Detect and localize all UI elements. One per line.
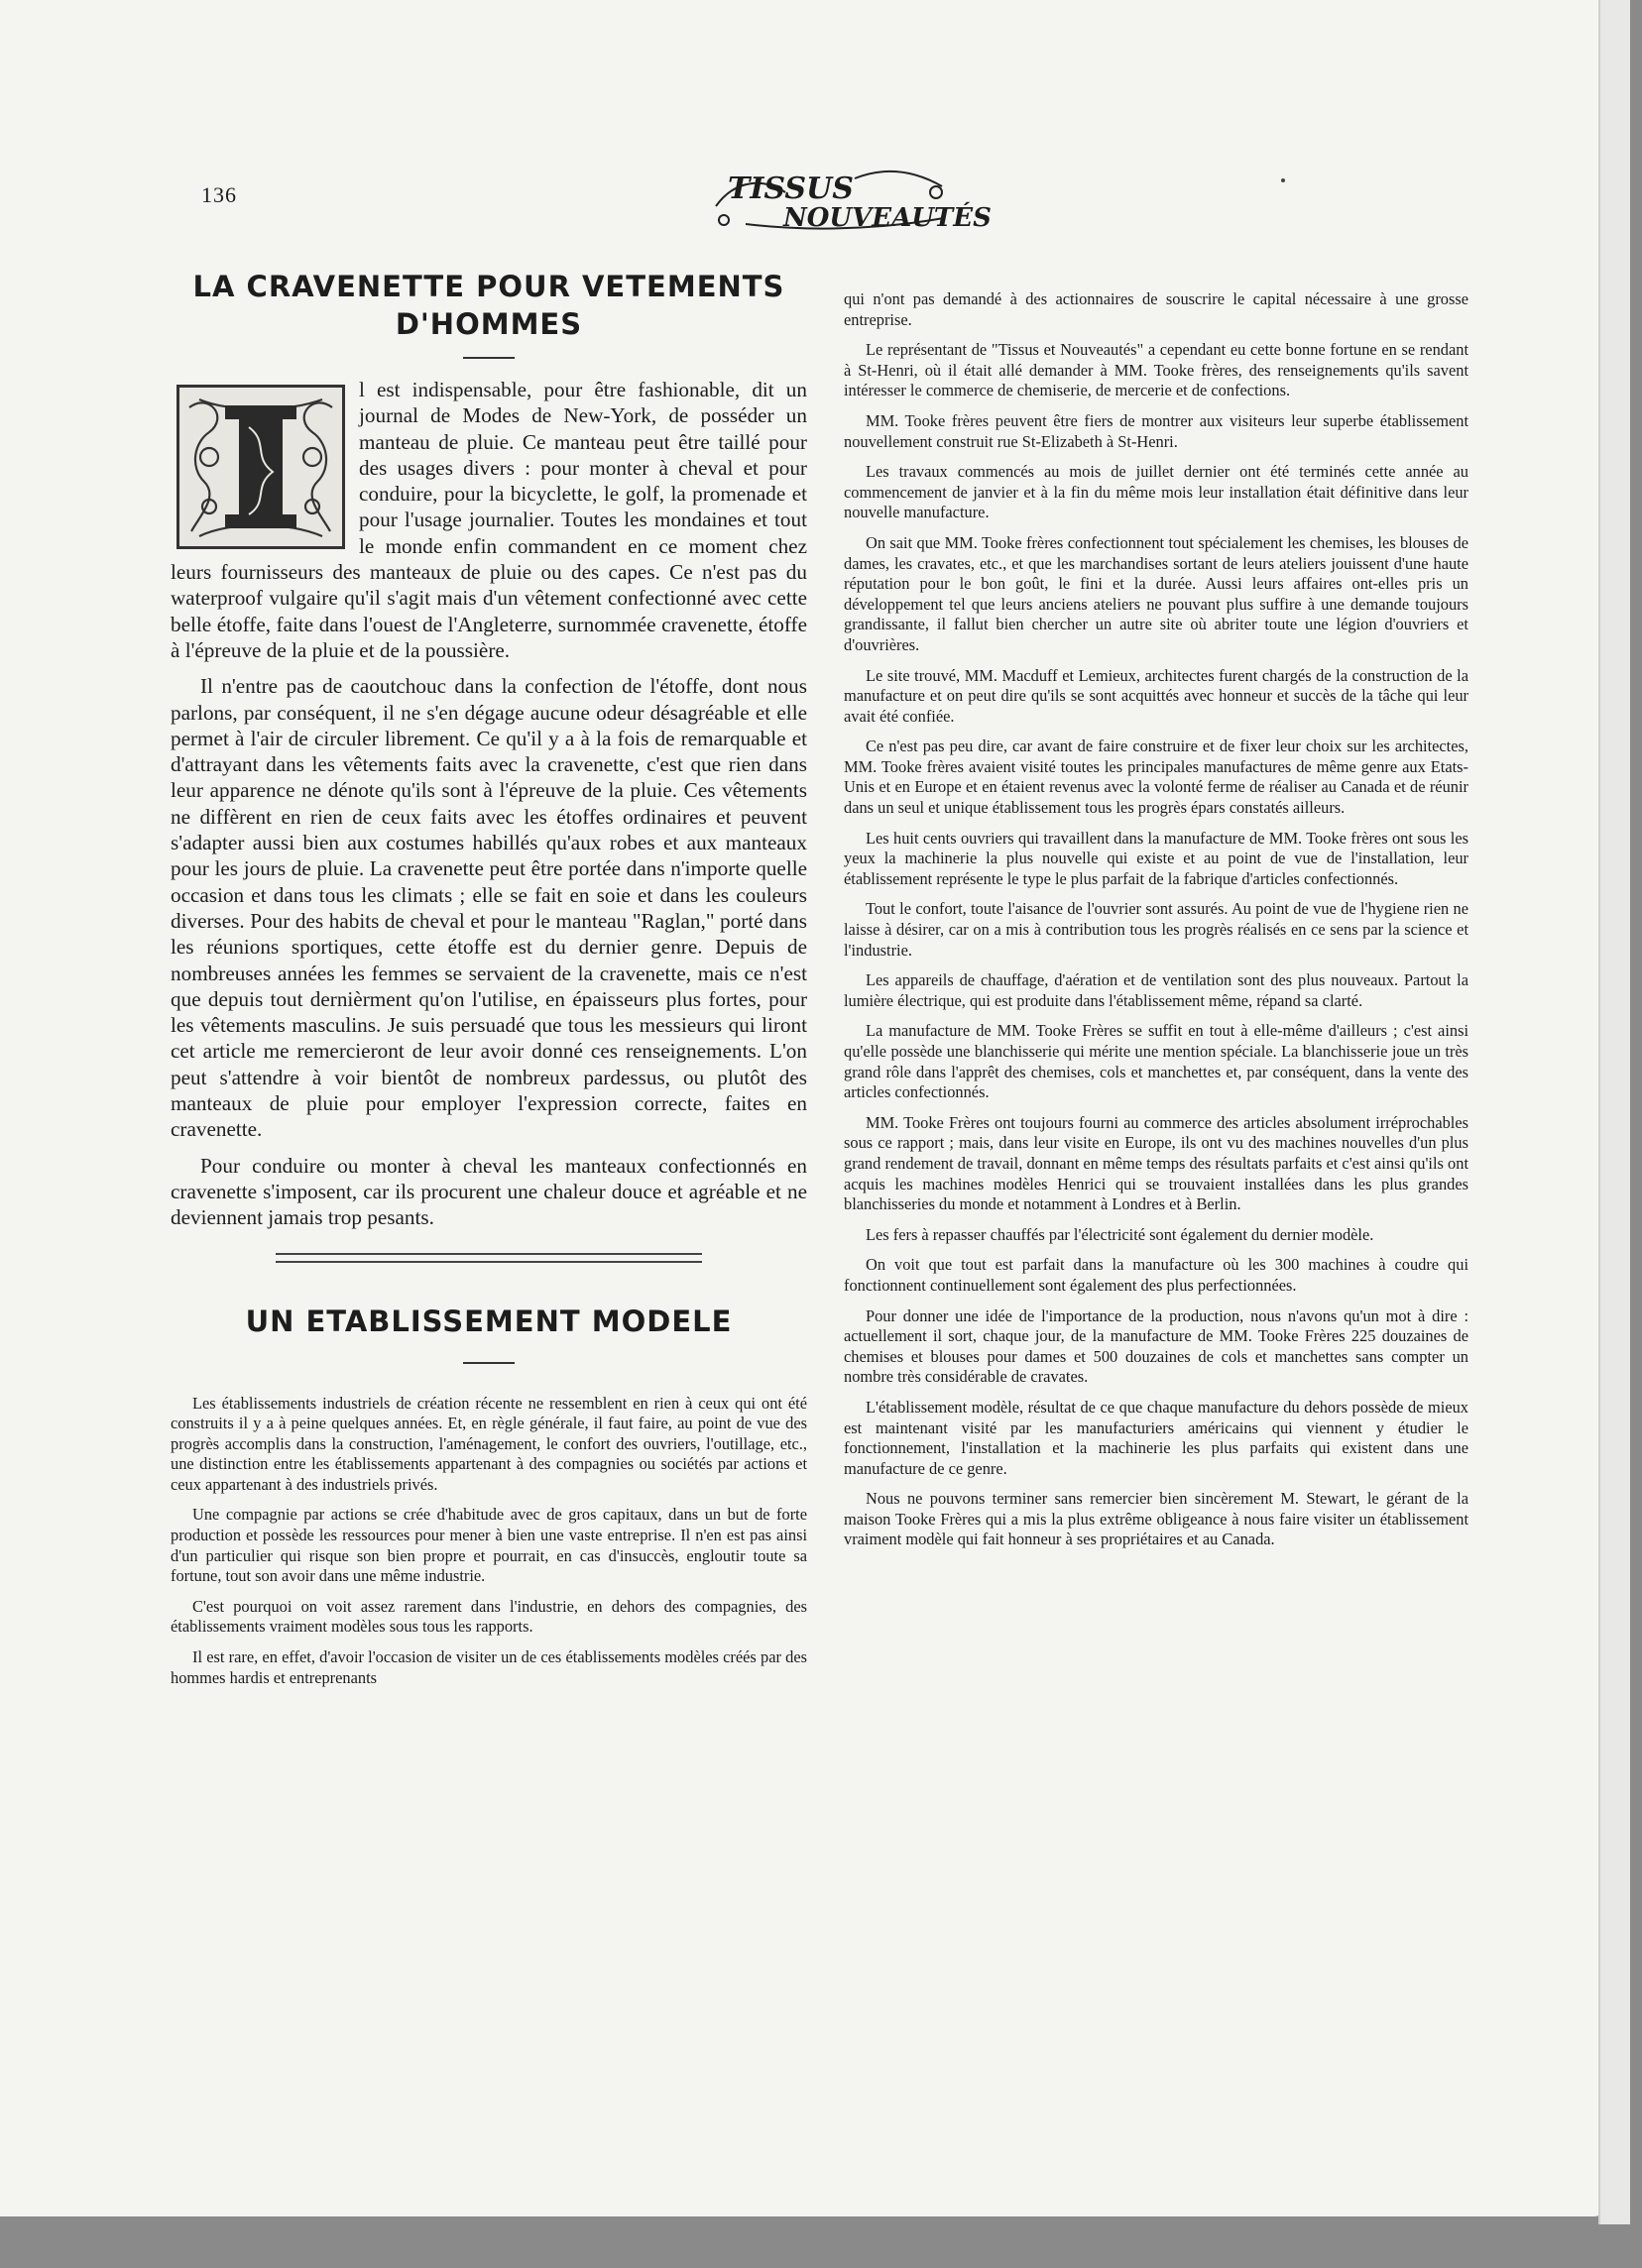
article2-continuation: qui n'ont pas demandé à des actionnaires de souscrire le capital nécessaire à une grosse entreprise. (844, 289, 1468, 329)
article2-paragraph: Les fers à repasser chauffés par l'électricité sont également du dernier modèle. (866, 1224, 1374, 1244)
article2-paragraph: On voit que tout est parfait dans la manufacture où les 300 machines à coudre qui fonctionnent continuellement sont également des plus perfectionnées. (844, 1255, 1468, 1295)
masthead-logo (706, 159, 992, 238)
article2-paragraph: Tout le confort, toute l'aisance de l'ouvrier sont assurés. Au point de vue de l'hygiene rien ne laisse à désirer, car on a mis à contribution tous les progrès réalisés en ce sens par la science et l'industrie. (844, 899, 1468, 960)
article1-paragraph: l est indispensable, pour être fashionable, dit un journal de Modes de New-York, de posséder un manteau de pluie. Ce manteau peut être taillé pour des usages divers : pour monter à cheval et pour conduire, pour la bicyclette, le golf, la promenade et pour l'usage journalier. Toutes les mondaines et tout le monde enfin commandent en ce moment chez leurs fournisseurs des manteaux de pluie ou des capes. Ce n'est pas du waterproof vulgaire qu'il s'agit mais d'un vêtement confectionné avec cette belle étoffe, faite dans l'ouest de l'Angleterre, surnommée cravenette, étoffe à l'épreuve de la pluie et de la poussière. (171, 378, 807, 662)
article1-body (171, 377, 807, 1231)
article2-paragraph: Le site trouvé, MM. Macduff et Lemieux, architectes furent chargés de la construction de la manufacture et on peut dire qu'ils se sont acquittés avec honneur et succès de la tâche qui leur avait été confiée. (844, 665, 1468, 726)
article2-paragraph: MM. Tooke frères peuvent être fiers de montrer aux visiteurs leur superbe établissement nouvellement construit rue St-Elizabeth à St-Henri. (844, 410, 1468, 451)
left-column (171, 268, 807, 1698)
article2-paragraph: Ce n'est pas peu dire, car avant de faire construire et de fixer leur choix sur les architectes, MM. Tooke frères avaient visité toutes les principales manufactures de même genre aux Etats-Unis et en Europe et en étaient revenus avec la volonté ferme de réaliser au Canada et de réunir dans un seul et unique établissement tous les progrès épars constatés ailleurs. (844, 737, 1468, 818)
article2-paragraph: Une compagnie par actions se crée d'habitude avec de gros capitaux, dans un but de forte production et possède les ressources pour mener à bien une vaste entreprise. Il n'en est pas ainsi d'un particulier qui risque son bien propre et pourrait, en cas d'insuccès, engloutir toute sa fortune, tout son avoir dans une même industrie. (171, 1505, 807, 1586)
article2-paragraph: Les établissements industriels de création récente ne ressemblent en rien à ceux qui ont été construits il y a à peine quelques années. Et, en règle générale, il faut faire, au point de vue des progrès accomplis dans la construction, l'aménagement, le confort des ouvriers, l'outillage, etc., une distinction entre les établissements appartenant à des compagnies ou sociétés par actions et ceux appartenant à des industriels privés. (171, 1393, 807, 1494)
ornamental-dropcap-i (176, 385, 345, 549)
article2-paragraph: La manufacture de MM. Tooke Frères se suffit en tout à elle-même d'ailleurs ; c'est ainsi qu'elle possède une blanchisserie qui mérite une mention spéciale. La blanchisserie joue un très grand rôle dans l'apprêt des chemises, cols et manchettes et, par conséquent, dans la vente des articles confectionnés. (844, 1021, 1468, 1102)
section-divider (276, 1253, 702, 1263)
article2-paragraph: C'est pourquoi on voit assez rarement dans l'industrie, en dehors des compagnies, des établissements vraiment modèles sous tous les rapports. (171, 1596, 807, 1637)
article2-left (171, 1303, 807, 1689)
ink-speck (1281, 178, 1285, 182)
article2-paragraph: Pour donner une idée de l'importance de la production, nous n'avons qu'un mot à dire : actuellement il sort, chaque jour, de la manufacture de MM. Tooke Frères 225 douzaines de chemises et blouses pour dames et 500 douzaines de cols et manchettes sans compter un nombre très considérable de cravates. (844, 1305, 1468, 1387)
article2-paragraph: Les huit cents ouvriers qui travaillent dans la manufacture de MM. Tooke frères ont sous les yeux la machinerie la plus nouvelle qui existe et au point de vue de l'installation, leur établissement représente le type le plus parfait de la fabrique d'articles confectionnés. (844, 828, 1468, 888)
article2-paragraph: Le représentant de "Tissus et Nouveautés" a cependant eu cette bonne fortune en se rendant à St-Henri, où il était allé demander à MM. Tooke frères, des renseignements qu'ils savent intéresser le commerce de chemiserie, de mercerie et de confections. (844, 340, 1468, 400)
masthead-line2: NOUVEAUTÉS (783, 203, 992, 233)
article1-title: LA CRAVENETTE POUR VETEMENTS D'HOMMES (192, 270, 785, 341)
article2-title: UN ETABLISSEMENT MODELE (245, 1304, 733, 1338)
article2-paragraph: Les appareils de chauffage, d'aération et de ventilation sont des plus nouveaux. Partout la lumière électrique, qui est produite dans l'établissement même, répand sa clarté. (844, 970, 1468, 1010)
article2-paragraph: On sait que MM. Tooke frères confectionnent tout spécialement les chemises, les blouses de dames, les cravates, etc., et que les marchandises sortant de leurs ateliers jouissent d'une haute réputation pour le bon goût, le fini et la durée. Aussi leurs affaires ont-elles pris un développement tel que leurs anciens ateliers ne pouvant plus suffire à une demande toujours grandissante, il fallut bien chercher un autre site où abriter toute une légion d'ouvriers et d'ouvrières. (844, 532, 1468, 654)
article1-paragraph: Il n'entre pas de caoutchouc dans la confection de l'étoffe, dont nous parlons, par conséquent, il ne s'en dégage aucune odeur désagréable et elle permet à l'air de circuler librement. Ce qu'il y a à la fois de remarquable et d'attrayant dans les vêtements faits avec la cravenette, c'est que rien dans leur apparence ne dénote qu'ils sont à l'épreuve de la pluie. Ces vêtements ne diffèrent en rien de ceux faits avec les étoffes ordinaires et peuvent s'adapter aussi bien aux costumes habillés qu'aux robes et aux manteaux pour les jours de pluie. La cravenette peut être portée dans n'importe quelle occasion et dans tous les climats ; elle se fait en soie et dans les couleurs diverses. Pour des habits de cheval et pour le manteau "Raglan," porté dans les réunions sportiques, cette étoffe est du dernier genre. Depuis de nombreuses années les femmes se servaient de la cravenette, mais ce n'est que depuis tout dernièrment qu'on l'utilise, en épaisseurs plus fortes, pour les vêtements masculins. Je suis persuadé que tous les messieurs qui liront cet article me remercieront de leur avoir donné ces renseignements. L'on peut s'attendre à voir bientôt de nombreux pardessus, ou plutôt des manteaux de pluie pour employer l'expression correcte, faites en cravenette. (171, 674, 807, 1142)
article2-paragraph: Nous ne pouvons terminer sans remercier bien sincèrement M. Stewart, le gérant de la maison Tooke Frères qui a mis la plus extrême obligeance à nous faire visiter un établissement vraiment modèle qui fait honneur à ses propriétaires et au Canada. (844, 1489, 1468, 1549)
article2-paragraph: Il est rare, en effet, d'avoir l'occasion de visiter un de ces établissements modèles créés par des hommes hardis et entreprenants (171, 1647, 807, 1687)
article1-paragraph: Pour conduire ou monter à cheval les manteaux confectionnés en cravenette s'imposent, car ils procurent une chaleur douce et agréable et ne deviennent jamais trop pesants. (171, 1153, 807, 1230)
article2-paragraph: L'établissement modèle, résultat de ce que chaque manufacture du dehors possède de mieux est maintenant visité par les manufacturiers américains qui viennent y étudier le fonctionnement, l'installation et la machinerie les plus parfaits qui existent dans une manufacture de ce genre. (844, 1397, 1468, 1478)
article2-paragraph: Les travaux commencés au mois de juillet dernier ont été terminés cette année au commencement de janvier et à la fin du même mois leur installation était définitive dans leur nouvelle manufacture. (844, 462, 1468, 522)
article2-paragraph: MM. Tooke Frères ont toujours fourni au commerce des articles absolument irréprochables sous ce rapport ; mais, dans leur visite en Europe, ils ont vu des machines nouvelles d'un plus grand rendement de travail, donnant en même temps des résultats parfaits et c'est ainsi qu'ils ont acquis les machines modèles Henrici qui se trouvaient installées dans les plus grandes blanchisseries du monde et notamment à Londres et à Berlin. (844, 1112, 1468, 1214)
title-rule (463, 1362, 515, 1364)
masthead-line1: TISSUS (728, 171, 854, 206)
page-edge (1598, 0, 1630, 2224)
title-rule (463, 357, 515, 359)
page-number: 136 (201, 182, 237, 207)
right-column (844, 289, 1468, 1560)
